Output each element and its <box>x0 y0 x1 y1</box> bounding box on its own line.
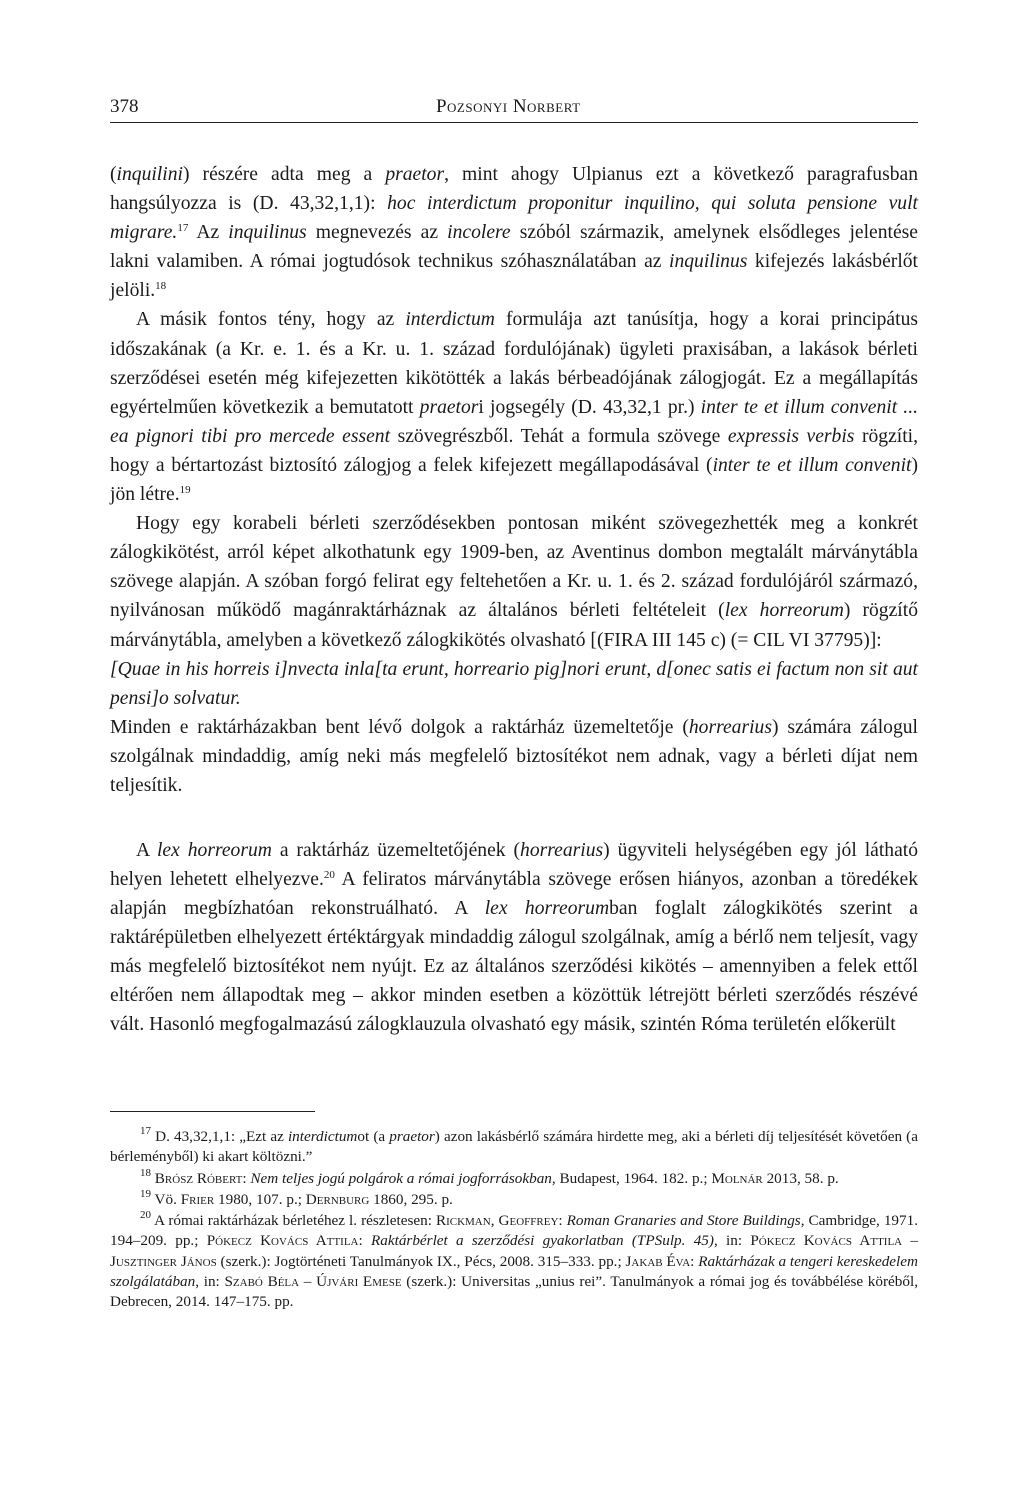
footnotes <box>110 1111 918 1314</box>
footnote-20 <box>110 1211 918 1312</box>
italic-text: hoc interdictum proponitur inquilino, qui soluta pensione vult migrare. <box>110 193 918 244</box>
author-name: Frier <box>180 1190 215 1208</box>
author-name: Dernburg <box>305 1190 370 1208</box>
italic-text: inquilinus <box>669 251 748 273</box>
text-run: A római raktárházak bérletéhez l. részletesen: <box>151 1212 436 1230</box>
footnote-ref: 20 <box>323 868 335 881</box>
text-run: : <box>558 1212 567 1230</box>
page-header <box>110 88 918 123</box>
text-run: ) jön létre. <box>110 454 919 506</box>
text-run: a raktárház üzemeltetőjének ( <box>271 839 521 861</box>
text-run: : <box>242 1169 251 1187</box>
italic-text: Roman Granaries and Store Buildings <box>566 1212 801 1230</box>
author-name: Pókecz Kovács Attila – Jusztinger János <box>110 1232 918 1270</box>
text-run: A másik fontos tény, hogy az <box>136 309 406 331</box>
text-run: , Budapest, 1964. 182. p.; <box>551 1169 712 1187</box>
paragraph-2 <box>110 305 918 509</box>
text-run: 1860, 295. p. <box>369 1190 453 1208</box>
text-run: megnevezés az <box>306 222 448 244</box>
author-name: Jakab Éva <box>625 1252 691 1270</box>
footnote-ref: 18 <box>155 280 167 293</box>
text-run: Hogy egy korabeli bérleti szerződésekben pontosan miként szövegezhették meg a konkrét zálogkikötést, arról képet alkothatunk egy 1909-ben, az Aventinus dombon megtalált márványtábla szövege alapján. A szóban forgó felirat egy feltehetően a Kr. u. 1. és 2. század fordulójáról származó, nyilvánosan működő magánraktárháznak az általános bérleti feltételeit ( <box>110 513 918 622</box>
text-run: szövegrészből. Tehát a formula szövege <box>390 425 728 447</box>
text-run: Az <box>188 222 229 244</box>
text-run: Vö. <box>151 1190 181 1208</box>
footnote-rule <box>110 1111 315 1112</box>
italic-text: praetor <box>389 1128 435 1145</box>
text-run: (szerk.): Jogtörténeti Tanulmányok IX., Pécs, 2008. 315–333. pp.; <box>216 1252 626 1270</box>
text-run: i jogsegély (D. 43,32,1 pr.) <box>478 396 701 418</box>
paragraph-3 <box>110 509 918 654</box>
latin-quotation <box>110 655 918 713</box>
footnote-18 <box>110 1166 918 1189</box>
text-run: A <box>136 839 157 861</box>
text-run: ) számára zálogul szolgálnak mindaddig, amíg neki más megfelelő biztosítékot nem adnak, vagy a bérleti díjat nem teljesítik. <box>110 716 918 796</box>
text-run: ban foglalt zálogkikötés szerint a raktárépületben elhelyezett értéktárgyak mindaddig zálogul szolgálnak, amíg a bérlő nem teljesít, vagy más megfelelő biztosítékot nem nyújt. Ez az általános szerződési kikötés – amennyiben a felek ettől eltérően nem állapodtak meg – akkor minden esetben a közöttük létrejött bérleti szerződés részévé vált. Hasonló megfogalmazású zálogklauzula olvasható egy másik, szintén Róma területén előkerült <box>110 897 918 1036</box>
italic-text: interdictum <box>405 309 495 331</box>
text-run: szóból származik, amelynek elsődleges jelentése lakni valamiben. A római jogtudósok technikus szóhasználatában az <box>110 222 918 273</box>
hungarian-translation <box>110 713 918 800</box>
text-run: 2013, 58. p. <box>762 1169 839 1187</box>
text-run: D. 43,32,1,1: „Ezt az <box>151 1128 288 1145</box>
running-head: Pozsonyi Norbert <box>435 96 581 117</box>
text-run: ( <box>110 164 117 185</box>
italic-text: interdictum <box>287 1128 358 1145</box>
italic-text: inquilinus <box>228 222 307 244</box>
italic-text: horrearius <box>688 716 772 738</box>
text-run: ) ügyviteli helységében egy jól látható helyen lehetett elhelyezve. <box>110 839 919 890</box>
footnote-ref: 17 <box>177 222 189 235</box>
text-run: 1980, 107. p.; <box>214 1190 306 1208</box>
italic-text: [Quae in his horreis i]nvecta inla[ta erunt, horreario pig]nori erunt, d[onec satis ei factum non sit aut pensi]o solvatur. <box>110 658 918 709</box>
body-text <box>110 160 918 1039</box>
italic-text: expressis verbis <box>727 425 855 447</box>
footnote-ref: 19 <box>140 1187 151 1200</box>
page <box>110 88 918 1039</box>
text-run: , in: <box>713 1232 751 1250</box>
text-run: (szerk.): Universitas „unius rei”. Tanulmányok a római jog és továbbélése köréből, Debrecen, 2014. 147–175. pp. <box>110 1273 918 1311</box>
text-run: , Cambridge, 1971. 194–209. pp.; <box>110 1212 919 1250</box>
footnote-17 <box>110 1127 918 1168</box>
footnote-ref: 18 <box>140 1166 151 1179</box>
text-run: : <box>358 1232 371 1250</box>
footnote-19 <box>110 1187 918 1210</box>
paragraph-4 <box>110 836 918 1040</box>
italic-text: inter te et illum convenit <box>712 454 912 476</box>
text-run: : <box>690 1252 699 1270</box>
italic-text: lex horreorum <box>484 897 610 919</box>
text-run: ) rögzítő márványtábla, amelyben a következő zálogkikötés olvasható [(FIRA III 145 c) (= CIL VI 37795)]: <box>110 600 918 651</box>
footnote-ref: 17 <box>140 1125 151 1137</box>
text-run: kifejezés lakásbérlőt jelöli. <box>110 251 919 302</box>
italic-text: horrearius <box>520 839 604 861</box>
page-number: 378 <box>110 96 139 117</box>
italic-text: praetor <box>385 164 445 185</box>
italic-text: incolere <box>447 222 511 244</box>
author-name: Rickman, Geoffrey <box>435 1212 559 1230</box>
text-run: formulája azt tanúsítja, hogy a korai principátus időszakának (a Kr. e. 1. és a Kr. u. 1. század fordulójának) ügyleti praxisában, a lakások bérleti szerződései esetén még kifejezetten kikötötték a lakás bérbeadójának zálogjogát. Ez a megállapítás egyértelműen következik a bemutatott <box>110 309 918 418</box>
author-name: Pókecz Kovács Attila <box>206 1232 359 1250</box>
author-name: Szabó Béla – Újvári Emese <box>224 1273 402 1291</box>
text-run: ot (a <box>357 1128 390 1145</box>
paragraph-1 <box>110 160 918 305</box>
italic-text: Raktárházak a tengeri kereskedelem szolgálatában <box>110 1252 918 1291</box>
text-run: ) azon lakásbérlő számára hirdette meg, aki a bérleti díj teljesítését követően (a bérleményből) ki akart költözni.” <box>110 1128 918 1166</box>
italic-text: Raktárbérlet a szerződési gyakorlatban (TPSulp. 45) <box>371 1232 714 1250</box>
footnote-ref: 19 <box>179 484 191 497</box>
text-run: Minden e raktárházakban bent lévő dolgok a raktárház üzemeltetője ( <box>110 716 689 738</box>
italic-text: praetor <box>419 396 479 418</box>
text-run: , mint ahogy Ulpianus ezt a következő paragrafusban hangsúlyozza is (D. 43,32,1,1): <box>110 164 918 215</box>
text-run: , in: <box>195 1273 225 1291</box>
author-name: Brósz Róbert <box>154 1169 243 1187</box>
author-name: Molnár <box>711 1169 763 1187</box>
italic-text: inter te et illum convenit ... ea pignori tibi pro mercede essent <box>110 396 918 447</box>
text-run: A feliratos márványtábla szövege erősen hiányos, azonban a töredékek alapján megbízhatóan rekonstruálható. A <box>110 868 918 919</box>
italic-text: lex horreorum <box>724 600 844 622</box>
italic-text: Nem teljes jogú polgárok a római jogforrásokban <box>250 1169 552 1187</box>
footnote-ref: 20 <box>140 1209 151 1222</box>
text-run: ) részére adta meg a <box>182 164 386 185</box>
italic-text: lex horreorum <box>156 839 272 861</box>
italic-text: inquilini <box>116 164 183 185</box>
text-run: rögzíti, hogy a bértartozást biztosító zálogjog a felek kifejezett megállapodásával ( <box>110 425 918 476</box>
